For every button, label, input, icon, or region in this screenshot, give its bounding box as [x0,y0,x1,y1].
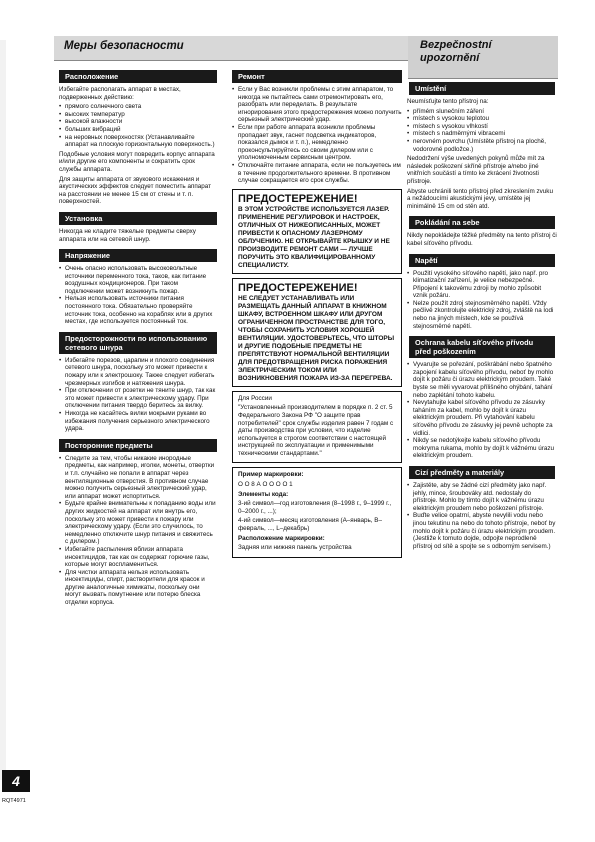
bullet-list [59,455,217,607]
list-item: • При отключении от розетки не тяните шнур, так как это может привести к электрическому удару. При отключении питания твердо беритесь за вилку. [59,387,217,410]
section-heading: Umístění [409,82,555,95]
bullet-list [232,86,402,185]
section-heading: Установка [59,212,217,225]
list-item: • místech s nadměrnými vibracemi [407,130,557,138]
section-heading: Напряжение [59,249,217,262]
warning-title: ПРЕДОСТЕРЕЖЕНИЕ! [238,281,358,294]
page-number: 4 [2,770,30,792]
paragraph: Abyste uchránili tento přístroj před zkreslením zvuku a nežádoucími akustickými jevy, umístěte jej minimálně 15 cm od stěn atd. [407,187,553,210]
box-title: Пример маркировки: [238,471,304,479]
box-title: Расположение маркировки: [238,534,325,542]
column-ru-right [232,70,402,562]
list-item: • высоких температур [59,111,217,119]
bullet-list [407,270,557,331]
header-bar-ru [54,36,408,61]
paragraph: Никогда не кладите тяжелые предметы сверху аппарата или на сетевой шнур. [59,227,196,243]
paragraph: Избегайте располагать аппарат в местах, подверженных действию: [59,86,181,101]
marking-example: О О 8 А О О О О 1 [238,481,293,489]
bullet-list [407,482,557,550]
list-item: • přímém slunečním záření [407,108,557,116]
paragraph: Задняя или нижняя панель устройства [238,544,352,552]
section-heading: Ремонт [232,70,402,83]
list-item: • nerovném povrchu (Umístěte přístroj na plochě, vodorovné podložce.) [407,138,557,153]
list-item: • прямого солнечного света [59,103,217,111]
paragraph: 3-ий символ—год изготовления (8–1998 г., 9–1999 г., 0–2000 г., ...); [238,500,392,515]
paragraph: Подобные условия могут повредить корпус аппарата и/или другие его компоненты и сократить срок службы аппарата. [59,150,215,173]
page-title-ru: Меры безопасности [64,40,184,52]
section-heading: Pokládání na sebe [409,216,555,229]
page-title-cz: Bezpečnostní upozornění [420,39,492,64]
section-heading: Расположение [59,70,217,83]
list-item: • Если при работе аппарата возникли проблемы пропадает звук, гаснет подсветка индикаторов, показался дымок и т. п.), немедленно проконсультируйтесь со своим дилером или с уполномоченным сервисным центром. [232,124,402,162]
ventilation-warning-box [232,278,402,387]
box-title: Элементы кода: [238,490,289,498]
list-item: • Zajistěte, aby se žádné cizí předměty jako např. jehly, mince, šroubováky atd. nedostaly do přístroje. Mohlo by tímto dojít k vážnému úrazu elektrickým proudem nebo poškození přístroje. [407,482,557,512]
russia-service-life-box [232,391,402,464]
paragraph: Для защиты аппарата от звукового искажения и акустических эффектов следует поместить аппарат на расстоянии не менее 15 см от стены и т. п. поверхностей. [59,175,212,206]
header-bar-cz [408,36,558,79]
list-item: • Vyvarujte se pořezání, poškrábání nebo špatného zapojení kabelu síťového přívodu, neboť by mohlo dojít k požáru či úrazu elektrickým proudem. Také byste se měli vyvarovat přílišného ohýbání, tahání nebo zaplétání tohoto kabelu. [407,361,557,399]
section-heading: Предосторожности по использованию сетевого шнура [59,332,217,354]
list-item: • на неровных поверхностях (Устанавливайте аппарат на плоскую горизонтальную поверхность.) [59,134,217,149]
marking-box [232,467,402,557]
list-item: • Никогда не касайтесь вилки мокрыми руками во избежания получения серьезного электрического удара. [59,410,217,433]
list-item: • místech s vysokou vlhkostí [407,123,557,131]
list-item: • Nikdy se nedotýkejte kabelu síťového přívodu mokryma rukama, mohlo by dojít k vážnému úrazu elektrickým proudem. [407,437,557,460]
list-item: • Buďte velice opatrní, abyste nevylili vodu nebo jinou tekutinu na nebo do tohoto přístroje, neboť by mohlo dojít k požáru či úrazu elektrickým proudem. (Jestliže k tomuto dojde, odpojte neprodleně přístroj od sítě a spojte se s odborným servisem.) [407,512,557,550]
section-heading: Cizí předměty a materiály [409,466,555,479]
paragraph: "Установленный производителем в порядке п. 2 ст. 5 Федерального Закона РФ "О защите прав потребителей" срок службы изделия равен 7 годам с даты производства при условии, что изделие используется в строгом соответствии с настоящей инструкцией по эксплуатации и применимыми техническими стандартами." [238,404,394,457]
section-heading: Посторонние предметы [59,439,217,452]
section-heading: Napětí [409,254,555,267]
left-edge-strip [0,40,6,780]
list-item: • Следите за тем, чтобы никакие инородные предметы, как например, иголки, монеты, отвертки и т.п. случайно не попали в аппарат через вентиляционные отверстия. В противном случае можно получить серьезный электрический удар, или аппарат может испортиться. [59,455,217,501]
list-item: • Nelze použít zdroj stejnosměrného napětí. Vždy pečlivě zkontrolujte elektrický zdroj, zvláště na lodi nebo na jiných místech, kde se používá stejnosměrné napětí. [407,300,557,330]
list-item: • Nevytahujte kabel síťového přívodu ze zásuvky taháním za kabel, mohlo by dojít k úrazu elektrickým proudem. Při vytahování kabelu síťového přívodu ze zásuvky jej pevně uchopte za vidlici. [407,399,557,437]
paragraph: Neumísťujte tento přístroj na: [407,98,489,105]
list-item: • Избегайте порезов, царапин и плохого соединения сетевого шнура, поскольку это может привести к пожару или к электрошоку. Также следует избегать чрезмерных изгибов и натяжения шнура. [59,357,217,387]
section-heading: Ochrana kabelu síťového přívodu před poškozením [409,336,555,358]
list-item: • высокой влажности [59,118,217,126]
bullet-list [407,108,557,154]
column-ru-left [59,70,217,609]
bullet-list [59,103,217,149]
box-title: Для России [238,394,272,402]
list-item: • Очень опасно использовать высоковольтные источники переменного тока, таков, как питание воздушных кондиционеров. При таком подключении может возникнуть пожар. [59,265,217,295]
document-code: RQT4971 [2,798,26,804]
warning-body: НЕ СЛЕДУЕТ УСТАНАВЛИВАТЬ ИЛИ РАЗМЕЩАТЬ ДАННЫЙ АППАРАТ В КНИЖНОМ ШКАФУ, ВСТРОЕННОМ ШКАФУ ИЛИ ДРУГОМ ОГРАНИЧЕННОМ ПРОСТРАНСТВЕ ДЛЯ ТОГО, ЧТОБЫ СОХРАНИТЬ УСЛОВИЯ ХОРОШЕЙ ВЕНТИЛЯЦИИ. УДОСТОВЕРЬТЕСЬ, ЧТО ШТОРЫ И ДРУГИЕ ПОДОБНЫЕ ПРЕДМЕТЫ НЕ ПРЕПЯТСТВУЮТ НОРМАЛЬНОЙ ВЕНТИЛЯЦИИ ДЛЯ ПРЕДОТВРАЩЕНИЯ РИСКА ПОРАЖЕНИЯ ЭЛЕКТРИЧЕСКИМ ТОКОМ ИЛИ ВОЗНИКНОВЕНИЯ ПОЖАРА ИЗ-ЗА ПЕРЕГРЕВА. [238,294,395,382]
warning-body: В ЭТОМ УСТРОЙСТВЕ ИСПОЛЬЗУЕТСЯ ЛАЗЕР. ПРИМЕНЕНИЕ РЕГУЛИРОВОК И НАСТРОЕК, ОТЛИЧНЫХ ОТ НИЖЕОПИСАННЫХ, МОЖЕТ ПРИВЕСТИ К ОПАСНОМУ ЛАЗЕРНОМУ ОБЛУЧЕНИЮ. НЕ ОТКРЫВАЙТЕ КРЫШКУ И НЕ ПРОИЗВОДИТЕ РЕМОНТ САМИ — ЛУЧШЕ ПОРУЧИТЬ ЭТО КВАЛИФИЦИРОВАННОМУ СПЕЦИАЛИСТУ. [238,205,390,269]
list-item: • больших вибраций [59,126,217,134]
paragraph: 4-ий символ—месяц изготовления (А–январь, В–февраль, ..., L–декабрь) [238,517,382,533]
list-item: • místech s vysokou teplotou [407,115,557,123]
column-cz [405,78,559,552]
bullet-list [407,361,557,460]
list-item: • Použití vysokého síťového napětí, jako např. pro klimatizační zařízení, je velice nebezpečné. Připojení k takovému zdroji by mohlo způsobit vznik požáru. [407,270,557,300]
paragraph: Nedodržení výše uvedených pokynů může mít za následek poškození skříně přístroje a/nebo jiné vnitřních součástí a tímto ke zkrácení životnosti přístroje. [407,155,545,185]
list-item: • Для чистки аппарата нельзя использовать инсектициды, спирт, растворители для красок и другие аналогичные химикаты, поскольку они могут вызвать помутнение или потерю блеска отделки корпуса. [59,569,217,607]
list-item: • Избегайте распыления вблизи аппарата инсектицидов, так как он содержат горючие газы, которые могут воспламениться. [59,546,217,569]
bullet-list [59,357,217,433]
list-item: • Отключайте питание аппарата, если не пользуетесь им в течение продолжительного времени. В противном случае сокращается его срок службы. [232,162,402,185]
warning-title: ПРЕДОСТЕРЕЖЕНИЕ! [238,192,358,205]
bullet-list [59,265,217,326]
list-item: • Будьте крайне внимательны к попаданию воды или других жидкостей на аппарат или внутрь его, поскольку это может привести к пожару или электрическому удару. (Если это случилось, то немедленно отключите шнур питания и свяжитесь с дилером.) [59,500,217,546]
list-item: • Нельзя использовать источники питания постоянного тока. Обязательно проверяйте источник тока, особенно на кораблях или в других местах, где используется постоянный ток. [59,295,217,325]
laser-warning-box [232,189,402,274]
paragraph: Nikdy nepokládejte těžké předměty na tento přístroj či kabel síťového přívodu. [407,232,557,247]
list-item: • Если у Вас возникли проблемы с этим аппаратом, то никогда не пытайтесь сами отремонтировать его, разобрать или переделать. В результате игнорирования этого предостережения можно получить серьезный электрический удар. [232,86,402,124]
